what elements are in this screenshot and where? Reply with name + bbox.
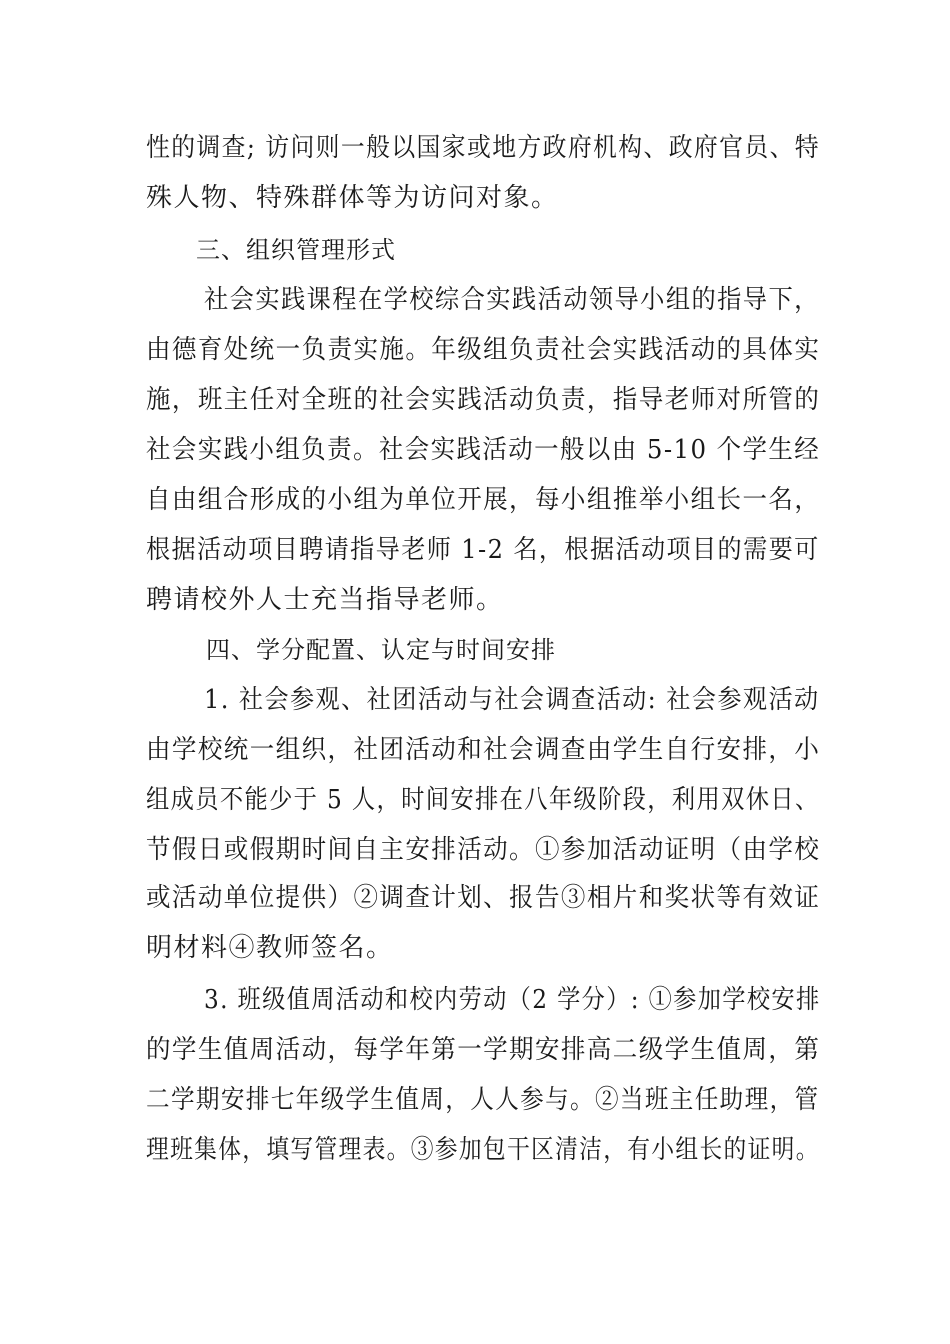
body-text-line: 根据活动项目聘请指导老师 1-2 名，根据活动项目的需要可	[146, 535, 820, 565]
body-text-line: 明材料④教师签名。	[146, 933, 394, 963]
section-heading-3: 三、组织管理形式	[196, 236, 396, 264]
body-text-line: 施，班主任对全班的社会实践活动负责，指导老师对所管的	[146, 385, 821, 415]
body-text-line: 社会实践课程在学校综合实践活动领导小组的指导下，	[204, 285, 820, 315]
body-text-line: 自由组合形成的小组为单位开展，每小组推举小组长一名，	[146, 485, 821, 515]
body-text-line: 组成员不能少于 5 人，时间安排在八年级阶段，利用双休日、	[146, 785, 820, 815]
body-text-line: 社会实践小组负责。社会实践活动一般以由 5-10 个学生经	[146, 435, 821, 465]
body-text-line: 由学校统一组织，社团活动和社会调查由学生自行安排，小	[146, 735, 821, 765]
body-text-line: 性的调查; 访问则一般以国家或地方政府机构、政府官员、特	[146, 133, 821, 163]
body-text-line: 聘请校外人士充当指导老师。	[146, 585, 504, 615]
section-heading-4: 四、学分配置、认定与时间安排	[206, 636, 556, 664]
body-text-line: 殊人物、特殊群体等为访问对象。	[146, 183, 559, 213]
body-text-line: 节假日或假期时间自主安排活动。①参加活动证明（由学校	[146, 835, 821, 865]
body-text-line: 或活动单位提供）②调查计划、报告③相片和奖状等有效证	[146, 883, 821, 913]
body-text-line: 1. 社会参观、社团活动与社会调查活动: 社会参观活动	[204, 685, 820, 715]
body-text-line: 的学生值周活动，每学年第一学期安排高二级学生值周，第	[146, 1035, 821, 1065]
body-text-line: 3. 班级值周活动和校内劳动（2 学分）: ①参加学校安排	[204, 985, 821, 1015]
body-text-line: 二学期安排七年级学生值周，人人参与。②当班主任助理，管	[146, 1085, 820, 1115]
body-text-line: 由德育处统一负责实施。年级组负责社会实践活动的具体实	[146, 335, 821, 365]
body-text-line: 理班集体，填写管理表。③参加包干区清洁，有小组长的证明。	[146, 1135, 820, 1165]
